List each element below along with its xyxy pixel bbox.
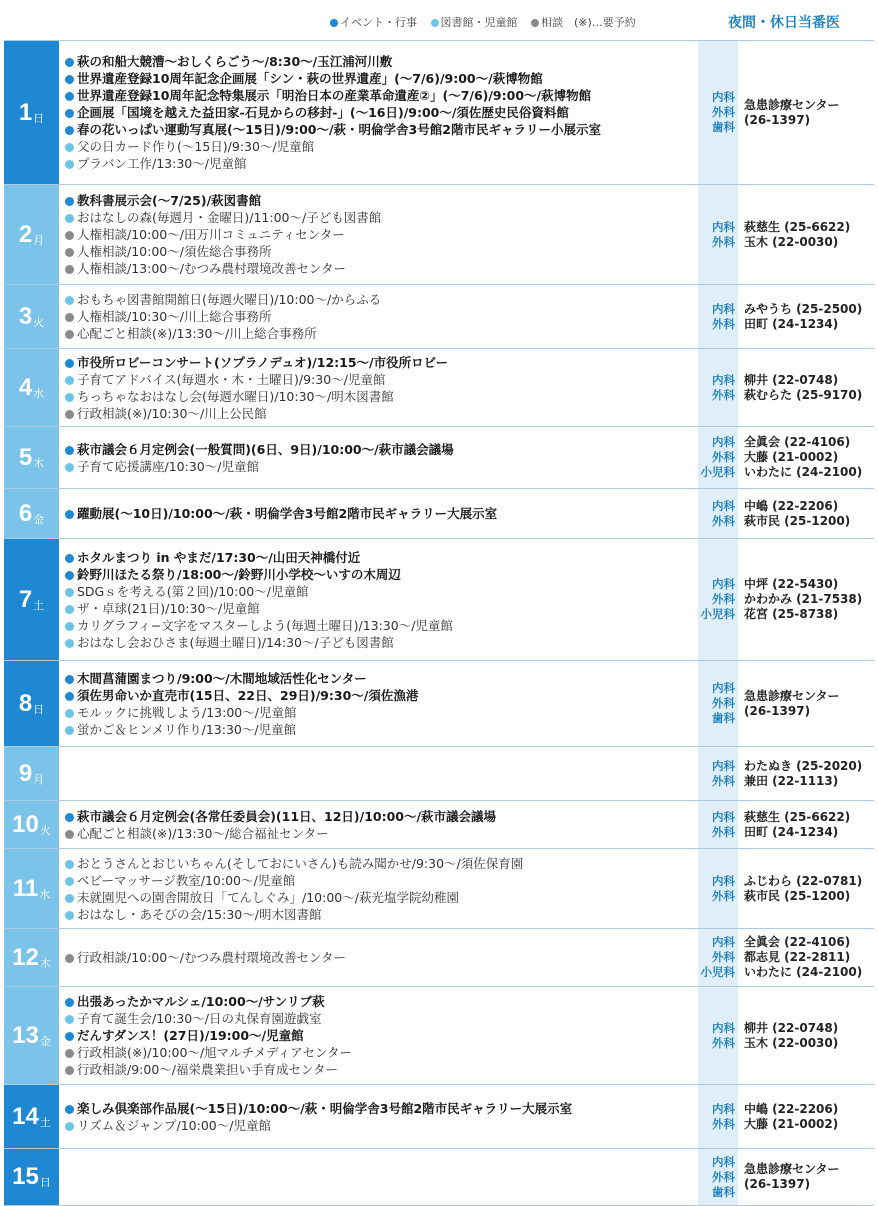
department-label: 内科 [712,681,735,695]
event-item: 楽しみ倶楽部作品展(〜15日)/10:00〜/萩・明倫学舎3号館2階市民ギャラリー大展示室 [65,1100,692,1117]
weekday: 金 [39,1034,51,1048]
doctor-entry: 全眞会 (22-4106) [744,435,851,449]
department-list [698,41,738,184]
day-number: 5 [18,443,33,471]
doctor-list [738,373,862,403]
department-label: 内科 [712,758,735,773]
event-item: 市役所ロビーコンサート(ソプラノデュオ)/12:15〜/市役所ロビー [65,354,692,371]
day-cell [4,489,59,538]
event-item: 萩市議会６月定例会(一般質問)(6日、9日)/10:00〜/萩市議会議場 [65,441,692,458]
day-cell [4,929,59,986]
day-cell [4,661,59,746]
doctor-entry: 大藤 (21-0002) [744,1116,839,1131]
department-list [698,987,738,1084]
event-item: 世界遺産登録10周年記念特集展示「明治日本の産業革命遺産②」(〜7/6)/9:00〜/萩博物館 [65,87,692,104]
department-label: 小児科 [700,607,735,621]
legend-event: イベント・行事 [330,16,417,29]
doctor-list [738,1021,838,1051]
doctor-list [738,810,850,840]
department-list [698,427,738,488]
day-cell [4,1149,59,1205]
weekday: 金 [33,512,45,526]
day-row [4,800,874,848]
doctor-list [738,689,840,719]
legend-consult: 相談 (※)…要予約 [531,16,636,29]
department-label: 内科 [712,498,735,513]
day-number: 6 [18,499,33,527]
weekday: 火 [33,315,45,329]
day-cell [4,1085,59,1148]
department-label: 小児科 [700,965,735,979]
doctor-entry: 玉木 (22-0030) [744,1035,839,1050]
event-item: プラバン工作/13:30〜/児童館 [65,155,692,172]
calendar-table [4,40,874,1206]
duty-doctor-cell [698,285,874,348]
event-item: 行政相談(※)/10:00〜/旭マルチメディアセンター [65,1044,692,1061]
day-cell [4,349,59,426]
event-item: 行政相談/10:00〜/むつみ農村環境改善センター [65,949,692,966]
event-item: 木間菖蒲園まつり/9:00〜/木間地域活性化センター [65,670,692,687]
doctor-entry: 萩市民 (25-1200) [744,888,851,903]
event-item: 子育て応援講座/10:30〜/児童館 [65,458,692,475]
doctor-entry: 全眞会 (22-4106) [744,935,851,949]
doctor-entry: (26-1397) [744,703,811,718]
weekday: 月 [33,233,45,247]
department-label: 内科 [712,1154,735,1169]
department-label: 外科 [712,450,735,464]
day-number: 3 [18,302,33,330]
duty-doctor-cell [698,41,874,184]
doctor-entry: (26-1397) [744,112,811,127]
department-list [698,285,738,348]
weekday: 木 [33,456,45,470]
weekday: 水 [39,887,51,901]
day-cell [4,285,59,348]
doctor-list [738,577,862,622]
legend [330,14,646,30]
day-row [4,660,874,746]
event-item: ベビーマッサージ教室/10:00〜/児童館 [65,872,692,889]
department-label: 内科 [712,435,735,449]
event-item: 萩市議会６月定例会(各常任委員会)(11日、12日)/10:00〜/萩市議会議場 [65,808,692,825]
event-item: ちっちゃなおはなし会(毎週水曜日)/10:30〜/明木図書館 [65,388,692,405]
department-label: 外科 [712,387,735,402]
legend-library: 図書館・児童館 [431,16,518,29]
event-item: 蛍かご＆ヒンメリ作り/13:30〜/児童館 [65,721,692,738]
doctor-list [738,98,840,128]
event-list [59,929,698,986]
department-label: 内科 [712,301,735,316]
doctor-entry: みやうち (25-2500) [744,301,863,316]
day-row [4,848,874,928]
doctor-entry: 中坪 (22-5430) [744,577,839,591]
event-item: SDGｓを考える(第２回)/10:00〜/児童館 [65,583,692,600]
duty-doctor-cell [698,849,874,928]
doctor-entry: 大藤 (21-0002) [744,450,839,464]
department-label: 内科 [712,90,735,104]
day-cell [4,801,59,848]
doctor-entry: 柳井 (22-0748) [744,1020,839,1035]
event-item: 行政相談/9:00〜/福栄農業担い手育成センター [65,1061,692,1078]
event-list [59,427,698,488]
day-number: 8 [18,689,33,717]
event-item: 鈴野川ほたる祭り/18:00〜/鈴野川小学校〜いすの木周辺 [65,566,692,583]
weekday: 土 [39,1115,51,1129]
doctor-list [738,874,862,904]
department-list [698,185,738,284]
day-cell [4,41,59,184]
event-list [59,539,698,660]
duty-doctor-header: 夜間・休日当番医 [728,15,840,31]
day-row [4,1148,874,1206]
doctor-entry: 急患診療センター [744,1162,840,1176]
event-item: 企画展「国境を越えた益田家-石見からの移封-」(〜16日)/9:00〜/須佐歴史民俗資料館 [65,104,692,121]
event-item: おはなし会おひさま(毎週土曜日)/14:30〜/子ども図書館 [65,634,692,651]
day-row [4,184,874,284]
day-number: 15 [12,1163,39,1190]
weekday: 水 [33,386,45,400]
doctor-list [738,302,862,332]
day-row [4,284,874,348]
department-list [698,801,738,848]
event-item: リズム＆ジャンプ/10:00〜/児童館 [65,1117,692,1134]
department-label: 内科 [712,809,735,824]
department-label: 外科 [712,950,735,964]
doctor-list [738,220,850,250]
day-cell [4,747,59,800]
event-item: 人権相談/10:30〜/川上総合事務所 [65,308,692,325]
doctor-entry: 萩慈生 (25-6622) [744,809,851,824]
event-list [59,1085,698,1148]
doctor-entry: かわかみ (21-7538) [744,592,863,606]
event-list [59,849,698,928]
department-label: 内科 [712,372,735,387]
doctor-entry: わたぬき (25-2020) [744,758,863,773]
consult-dot-icon [531,19,539,27]
event-item: 子育て誕生会/10:30〜/日の丸保育園遊戯室 [65,1010,692,1027]
day-number: 12 [12,943,39,971]
event-item: 須佐男命いか直売市(15日、22日、29日)/9:30〜/須佐漁港 [65,687,692,704]
department-label: 小児科 [700,465,735,479]
event-item: ホタルまつり in やまだ/17:30〜/山田天神橋付近 [65,549,692,566]
event-item: 春の花いっぱい運動写真展(〜15日)/9:00〜/萩・明倫学舎3号館2階市民ギャラリー小展示室 [65,121,692,138]
weekday: 木 [39,956,51,970]
event-list [59,41,698,184]
event-item: 父の日カード作り(〜15日)/9:30〜/児童館 [65,138,692,155]
day-row [4,1084,874,1148]
duty-doctor-cell [698,747,874,800]
event-item: 心配ごと相談(※)/13:30〜/川上総合事務所 [65,325,692,342]
duty-doctor-cell [698,539,874,660]
event-item: 未就園児への園舎開放日「てんしぐみ」/10:00〜/萩光塩学院幼稚園 [65,889,692,906]
day-number: 13 [12,1021,39,1049]
department-list [698,849,738,928]
event-item: 世界遺産登録10周年記念企画展「シン・萩の世界遺産」(〜7/6)/9:00〜/萩博物館 [65,70,692,87]
doctor-entry: 萩市民 (25-1200) [744,513,851,528]
weekday: 日 [33,111,45,125]
department-label: 外科 [712,105,735,119]
department-label: 内科 [712,935,735,949]
event-item: だんすダンス！(27日)/19:00〜/児童館 [65,1027,692,1044]
day-row [4,538,874,660]
event-list [59,349,698,426]
event-item: ザ・卓球(21日)/10:30〜/児童館 [65,600,692,617]
day-number: 2 [18,220,33,248]
day-row [4,986,874,1084]
doctor-entry: 都志見 (22-2811) [744,950,851,964]
event-list [59,185,698,284]
day-row [4,488,874,538]
doctor-entry: 花宮 (25-8738) [744,607,839,621]
department-label: 外科 [712,592,735,606]
day-cell [4,539,59,660]
department-list [698,929,738,986]
doctor-entry: (26-1397) [744,1177,811,1191]
doctor-list [738,499,850,529]
department-label: 内科 [712,1101,735,1116]
doctor-entry: 柳井 (22-0748) [744,372,839,387]
day-row [4,928,874,986]
event-item: 躍動展(〜10日)/10:00〜/萩・明倫学舎3号館2階市民ギャラリー大展示室 [65,505,692,522]
department-label: 外科 [712,696,735,710]
event-item: おはなし・あそびの会/15:30〜/明木図書館 [65,906,692,923]
department-label: 外科 [712,1035,735,1050]
day-number: 14 [12,1102,39,1130]
day-cell [4,427,59,488]
duty-doctor-cell [698,987,874,1084]
day-cell [4,185,59,284]
department-list [698,1149,738,1205]
department-list [698,747,738,800]
day-number: 9 [18,759,33,787]
event-dot-icon [330,19,338,27]
event-item: おもちゃ図書館開館日(毎週火曜日)/10:00〜/からふる [65,291,692,308]
doctor-entry: 兼田 (22-1113) [744,773,839,788]
event-list [59,747,698,800]
event-item: 人権相談/10:00〜/田万川コミュニティセンター [65,226,692,243]
day-cell [4,849,59,928]
doctor-entry: 急患診療センター [744,97,840,112]
doctor-list [738,935,862,980]
duty-doctor-cell [698,349,874,426]
department-label: 内科 [712,873,735,888]
duty-doctor-cell [698,427,874,488]
duty-doctor-cell [698,1149,874,1205]
day-row [4,426,874,488]
weekday: 火 [39,823,51,837]
department-label: 外科 [712,513,735,528]
department-list [698,1085,738,1148]
event-list [59,285,698,348]
department-list [698,349,738,426]
department-label: 外科 [712,888,735,903]
day-number: 11 [12,874,39,902]
doctor-list [738,1162,840,1192]
event-item: モルックに挑戦しよう/13:00〜/児童館 [65,704,692,721]
department-list [698,661,738,746]
department-label: 内科 [712,1020,735,1035]
event-item: 人権相談/10:00〜/須佐総合事務所 [65,243,692,260]
event-list [59,987,698,1084]
department-list [698,539,738,660]
event-list [59,801,698,848]
event-item: おとうさんとおじいちゃん(そしておにいさん)も読み聞かせ/9:30〜/須佐保育園 [65,855,692,872]
duty-doctor-cell [698,801,874,848]
department-label: 外科 [712,316,735,331]
event-list [59,1149,698,1205]
doctor-entry: 中嶋 (22-2206) [744,1101,839,1116]
day-row [4,348,874,426]
event-item: 子育てアドバイス(毎週水・木・土曜日)/9:30〜/児童館 [65,371,692,388]
department-list [698,489,738,538]
event-list [59,661,698,746]
event-item: 行政相談(※)/10:30〜/川上公民館 [65,405,692,422]
department-label: 外科 [712,234,735,249]
day-number: 1 [18,98,33,126]
department-label: 内科 [712,219,735,234]
duty-doctor-cell [698,929,874,986]
doctor-entry: いわたに (24-2100) [744,465,863,479]
department-label: 外科 [712,1116,735,1131]
doctor-entry: いわたに (24-2100) [744,965,863,979]
duty-doctor-cell [698,185,874,284]
day-number: 10 [12,810,39,838]
doctor-entry: 田町 (24-1234) [744,316,839,331]
day-number: 4 [18,373,33,401]
event-item: 教科書展示会(〜7/25)/萩図書館 [65,192,692,209]
department-label: 外科 [712,824,735,839]
department-label: 歯科 [712,711,735,725]
event-item: 出張あったかマルシェ/10:00〜/サンリブ萩 [65,993,692,1010]
department-label: 外科 [712,1169,735,1184]
event-item: カリグラフィ−文字をマスターしよう(毎週土曜日)/13:30〜/児童館 [65,617,692,634]
duty-doctor-cell [698,1085,874,1148]
doctor-entry: 萩慈生 (25-6622) [744,219,851,234]
department-label: 外科 [712,773,735,788]
doctor-entry: 玉木 (22-0030) [744,234,839,249]
event-list [59,489,698,538]
weekday: 日 [39,1176,51,1189]
duty-doctor-cell [698,661,874,746]
day-row [4,40,874,184]
department-label: 歯科 [712,1184,735,1199]
duty-doctor-cell [698,489,874,538]
day-number: 7 [18,585,33,613]
doctor-list [738,759,862,789]
doctor-entry: ふじわら (22-0781) [744,873,863,888]
doctor-entry: 田町 (24-1234) [744,824,839,839]
department-label: 歯科 [712,120,735,134]
event-item: 心配ごと相談(※)/13:30〜/総合福祉センター [65,825,692,842]
weekday: 土 [33,598,45,612]
weekday: 月 [33,772,45,786]
weekday: 日 [33,702,45,716]
library-dot-icon [431,19,439,27]
day-cell [4,987,59,1084]
doctor-entry: 中嶋 (22-2206) [744,498,839,513]
doctor-entry: 急患診療センター [744,688,840,703]
doctor-entry: 萩むらた (25-9170) [744,387,863,402]
day-row [4,746,874,800]
event-item: 人権相談/13:00〜/むつみ農村環境改善センター [65,260,692,277]
doctor-list [738,435,862,480]
event-item: おはなしの森(毎週月・金曜日)/11:00〜/子ども図書館 [65,209,692,226]
event-item: 萩の和船大競漕〜おしくらごう〜/8:30〜/玉江浦河川敷 [65,53,692,70]
department-label: 内科 [712,577,735,591]
doctor-list [738,1102,838,1132]
